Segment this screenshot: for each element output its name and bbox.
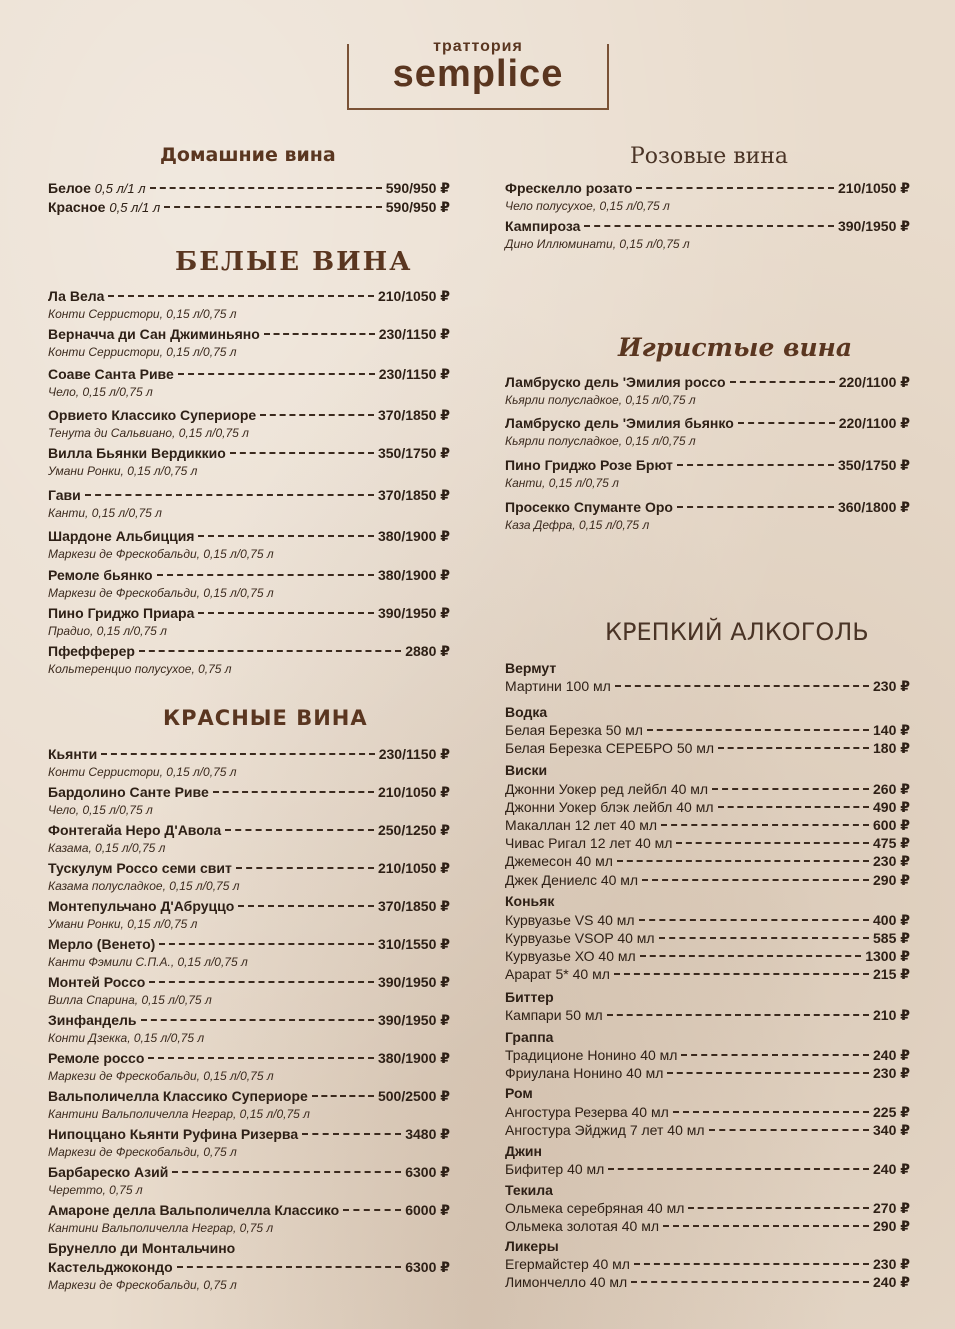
menu-item [505, 781, 910, 799]
item-price: 500/2500 ₽ [377, 1088, 450, 1104]
menu-item [48, 407, 450, 441]
item-description: Канти, 0,15 л/0,75 л [48, 506, 162, 520]
dotted-leader [647, 729, 869, 731]
dotted-leader [198, 535, 373, 537]
item-price: 210/1050 ₽ [377, 784, 450, 800]
item-price: 240 ₽ [873, 1274, 910, 1290]
item-price: 370/1850 ₽ [377, 407, 450, 423]
dotted-leader [178, 373, 375, 375]
item-price: 3480 ₽ [405, 1126, 450, 1142]
item-description: Кантини Вальполичелла Неграр, 0,15 л/0,75 л [48, 1107, 310, 1121]
item-name: Амароне делла Вальполичелла Классико [48, 1202, 340, 1218]
dotted-leader [159, 943, 374, 945]
dotted-leader [639, 919, 869, 921]
dotted-leader [718, 747, 869, 749]
item-description: Кьярли полусладкое, 0,15 л/0,75 л [505, 434, 696, 448]
menu-item [48, 326, 450, 360]
item-price: 380/1900 ₽ [377, 567, 450, 583]
dotted-leader [617, 860, 869, 862]
item-price: 210/1050 ₽ [377, 288, 450, 304]
item-name: Кьянти [48, 746, 98, 762]
item-price: 1300 ₽ [865, 948, 910, 964]
dotted-leader [213, 791, 374, 793]
menu-item [48, 288, 450, 322]
dotted-leader [150, 187, 382, 189]
item-volume: 0,5 л/1 л [94, 181, 146, 196]
item-name: Вилла Бьянки Вердиккио [48, 445, 226, 461]
category-liqueurs: Ликеры [505, 1238, 559, 1254]
dotted-leader [148, 1057, 374, 1059]
item-name: Кампари 50 мл [505, 1007, 603, 1023]
item-price: 260 ₽ [873, 781, 910, 797]
dotted-leader [608, 1168, 869, 1170]
item-description: Маркези де Фрескобальди, 0,15 л/0,75 л [48, 547, 274, 561]
dotted-leader [225, 829, 374, 831]
item-price: 290 ₽ [873, 1218, 910, 1234]
menu-item [48, 860, 450, 894]
menu-item [48, 746, 450, 780]
item-name: Пфефферер [48, 643, 135, 659]
dotted-leader [667, 1072, 869, 1074]
menu-item [505, 499, 910, 533]
item-price: 6300 ₽ [405, 1164, 450, 1180]
item-name: Ла Вела [48, 288, 105, 304]
menu-item [505, 966, 910, 984]
menu-item [505, 1274, 910, 1292]
item-description: Казама, 0,15 л/0,75 л [48, 841, 166, 855]
item-name: Курвуазье ХО 40 мл [505, 948, 636, 964]
item-description: Каза Дефра, 0,15 л/0,75 л [505, 518, 650, 532]
item-description: Чело, 0,15 л/0,75 л [48, 385, 153, 399]
menu-item [505, 180, 910, 214]
item-name: Брунелло ди Монтальчино [48, 1240, 236, 1256]
item-name: Кастельджокондо [48, 1259, 173, 1275]
menu-item [505, 817, 910, 835]
item-description: Канти, 0,15 л/0,75 л [505, 476, 619, 490]
item-name: Фонтегайа Неро Д'Авола [48, 822, 222, 838]
item-name: Фрескелло розато [505, 180, 633, 196]
menu-item [505, 948, 910, 966]
menu-item [48, 567, 450, 601]
item-description: Черетто, 0,75 л [48, 1183, 143, 1197]
category-vodka: Водка [505, 704, 548, 720]
item-name: Просекко Спуманте Оро [505, 499, 673, 515]
item-price: 380/1900 ₽ [377, 1050, 450, 1066]
menu-item [48, 1088, 450, 1122]
item-description: Конти Серристори, 0,15 л/0,75 л [48, 345, 237, 359]
item-name: Красное 0,5 л/1 л [48, 199, 161, 215]
item-name: Орвието Классико Супериоре [48, 407, 257, 423]
menu-item [505, 1256, 910, 1274]
item-description: Умани Ронки, 0,15 л/0,75 л [48, 917, 198, 931]
item-price: 585 ₽ [873, 930, 910, 946]
menu-item [48, 180, 450, 199]
menu-item [505, 835, 910, 853]
section-title-home-wines: Домашние вина [160, 144, 336, 166]
item-name: Мартини 100 мл [505, 678, 611, 694]
menu-item [48, 1202, 450, 1236]
item-price: 220/1100 ₽ [838, 415, 910, 431]
item-name: Бифитер 40 мл [505, 1161, 605, 1177]
dotted-leader [712, 788, 869, 790]
item-description: Маркези де Фрескобальди, 0,75 л [48, 1278, 237, 1292]
item-price: 230 ₽ [873, 853, 910, 869]
item-name: Вальполичелла Классико Супериоре [48, 1088, 308, 1104]
dotted-leader [584, 225, 834, 227]
item-name: Ламбруско дель 'Эмилия бьянко [505, 415, 734, 431]
item-name: Курвуазье VSOP 40 мл [505, 930, 655, 946]
item-name: Гави [48, 487, 81, 503]
menu-item [48, 487, 450, 521]
menu-item [48, 1050, 450, 1084]
item-price: 600 ₽ [873, 817, 910, 833]
item-description: Казама полусладкое, 0,15 л/0,75 л [48, 879, 240, 893]
item-price: 230 ₽ [873, 1065, 910, 1081]
item-price: 390/1950 ₽ [837, 218, 910, 234]
dotted-leader [730, 381, 835, 383]
item-price: 210/1050 ₽ [837, 180, 910, 196]
dotted-leader [677, 506, 834, 508]
item-name: Ольмека серебряная 40 мл [505, 1200, 685, 1216]
menu-item [48, 936, 450, 970]
menu-item [48, 199, 450, 218]
dotted-leader [659, 937, 869, 939]
dotted-leader [236, 867, 374, 869]
dotted-leader [177, 1266, 402, 1268]
menu-item [48, 605, 450, 639]
logo-big-text: semplice [392, 53, 564, 95]
dotted-leader [343, 1209, 401, 1211]
item-description: Умани Ронки, 0,15 л/0,75 л [48, 464, 198, 478]
dotted-leader [738, 422, 835, 424]
dotted-leader [663, 1225, 869, 1227]
item-price: 6000 ₽ [405, 1202, 450, 1218]
menu-item [505, 218, 910, 252]
item-price: 270 ₽ [873, 1200, 910, 1216]
item-name: Традиционе Нонино 40 мл [505, 1047, 678, 1063]
item-name: Соаве Санта Риве [48, 366, 174, 382]
item-name: Ольмека золотая 40 мл [505, 1218, 660, 1234]
menu-item [505, 1065, 910, 1083]
menu-item [505, 872, 910, 890]
menu-item [505, 1047, 910, 1065]
dotted-leader [688, 1207, 869, 1209]
item-name: Ремоле бьянко [48, 567, 153, 583]
item-price: 390/1950 ₽ [377, 1012, 450, 1028]
item-name: Джонни Уокер ред лейбл 40 мл [505, 781, 709, 797]
item-name: Арарат 5* 40 мл [505, 966, 610, 982]
item-name: Ангостура Эйджид 7 лет 40 мл [505, 1122, 705, 1138]
menu-item [505, 740, 910, 758]
item-price: 350/1750 ₽ [377, 445, 450, 461]
item-description: Конти Серристори, 0,15 л/0,75 л [48, 765, 237, 779]
menu-item [48, 898, 450, 932]
item-price: 210/1050 ₽ [377, 860, 450, 876]
item-description: Тенута ди Сальвиано, 0,15 л/0,75 л [48, 426, 249, 440]
item-price: 290 ₽ [873, 872, 910, 888]
category-grappa: Граппа [505, 1029, 554, 1045]
dotted-leader [661, 824, 869, 826]
item-price: 380/1900 ₽ [377, 528, 450, 544]
menu-item [505, 1218, 910, 1236]
item-price: 180 ₽ [873, 740, 910, 756]
dotted-leader [101, 753, 374, 755]
menu-item [505, 678, 910, 696]
item-name: Верначча ди Сан Джиминьяно [48, 326, 260, 342]
dotted-leader [230, 452, 374, 454]
item-name: Джемесон 40 мл [505, 853, 613, 869]
item-price: 240 ₽ [873, 1047, 910, 1063]
dotted-leader [302, 1133, 401, 1135]
item-description: Конти Серристори, 0,15 л/0,75 л [48, 307, 237, 321]
item-name: Ангостура Резерва 40 мл [505, 1104, 669, 1120]
item-name: Монтепульчано Д'Абруццо [48, 898, 235, 914]
menu-item [505, 457, 910, 491]
item-name: Белая Березка СЕРЕБРО 50 мл [505, 740, 715, 756]
item-description: Кьярли полусладкое, 0,15 л/0,75 л [505, 393, 696, 407]
item-volume: 0,5 л/1 л [109, 200, 161, 215]
dotted-leader [260, 414, 374, 416]
dotted-leader [108, 295, 374, 297]
menu-item [505, 415, 910, 449]
item-description: Чело полусухое, 0,15 л/0,75 л [505, 199, 670, 213]
item-price: 590/950 ₽ [385, 199, 450, 215]
item-price: 590/950 ₽ [385, 180, 450, 196]
menu-item [505, 853, 910, 871]
dotted-leader [636, 187, 834, 189]
section-title-white-wines: БЕЛЫЕ ВИНА [175, 247, 413, 277]
item-description: Канти Фэмили С.П.А., 0,15 л/0,75 л [48, 955, 248, 969]
dotted-leader [634, 1263, 869, 1265]
dotted-leader [640, 955, 862, 957]
menu-item [505, 1007, 910, 1025]
logo-small-text: траттория [433, 38, 523, 55]
item-price: 230/1150 ₽ [378, 366, 450, 382]
item-name: Бардолино Санте Риве [48, 784, 209, 800]
item-description: Кольтеренцио полусухое, 0,75 л [48, 662, 232, 676]
dotted-leader [614, 973, 869, 975]
menu-item [48, 784, 450, 818]
item-description: Прадио, 0,15 л/0,75 л [48, 624, 167, 638]
item-price: 210 ₽ [873, 1007, 910, 1023]
item-name: Курвуазье VS 40 мл [505, 912, 635, 928]
item-name: Барбареско Азий [48, 1164, 169, 1180]
menu-item [48, 1012, 450, 1046]
dotted-leader [681, 1054, 869, 1056]
category-gin: Джин [505, 1143, 542, 1159]
item-price: 250/1250 ₽ [377, 822, 450, 838]
item-price: 340 ₽ [873, 1122, 910, 1138]
dotted-leader [676, 842, 869, 844]
item-price: 475 ₽ [873, 835, 910, 851]
category-cognac: Коньяк [505, 893, 555, 909]
item-name: Джонни Уокер блэк лейбл 40 мл [505, 799, 714, 815]
item-description: Конти Дзекка, 0,15 л/0,75 л [48, 1031, 205, 1045]
item-price: 310/1550 ₽ [377, 936, 450, 952]
menu-item [48, 366, 450, 400]
menu-item [48, 445, 450, 479]
dotted-leader [718, 806, 870, 808]
logo [347, 38, 609, 110]
dotted-leader [141, 1019, 374, 1021]
item-name: Зинфандель [48, 1012, 137, 1028]
item-name: Пино Гриджо Розе Брют [505, 457, 673, 473]
menu-item [505, 1104, 910, 1122]
dotted-leader [172, 1171, 401, 1173]
dotted-leader [264, 333, 375, 335]
item-description: Маркези де Фрескобальди, 0,15 л/0,75 л [48, 1069, 274, 1083]
item-price: 220/1100 ₽ [838, 374, 910, 390]
item-name: Макаллан 12 лет 40 мл [505, 817, 658, 833]
dotted-leader [677, 464, 834, 466]
section-title-strong-alcohol: КРЕПКИЙ АЛКОГОЛЬ [605, 618, 869, 646]
item-name: Монтей Россо [48, 974, 146, 990]
dotted-leader [85, 494, 374, 496]
item-name: Чивас Ригал 12 лет 40 мл [505, 835, 673, 851]
dotted-leader [198, 612, 374, 614]
dotted-leader [149, 981, 374, 983]
item-name: Нипоццано Кьянти Руфина Ризерва [48, 1126, 299, 1142]
item-price: 140 ₽ [873, 722, 910, 738]
item-name: Ламбруско дель 'Эмилия россо [505, 374, 726, 390]
menu-item [505, 912, 910, 930]
dotted-leader [164, 206, 382, 208]
item-price: 230/1150 ₽ [378, 746, 450, 762]
menu-item [48, 528, 450, 562]
dotted-leader [673, 1111, 869, 1113]
item-price: 370/1850 ₽ [377, 898, 450, 914]
dotted-leader [631, 1281, 869, 1283]
item-name: Шардоне Альбицция [48, 528, 195, 544]
dotted-leader [709, 1129, 869, 1131]
category-whisky: Виски [505, 762, 548, 778]
menu-item [505, 374, 910, 408]
item-price: 350/1750 ₽ [837, 457, 910, 473]
item-description: Кантини Вальполичелла Неграр, 0,75 л [48, 1221, 274, 1235]
dotted-leader [157, 574, 374, 576]
dotted-leader [238, 905, 374, 907]
item-price: 370/1850 ₽ [377, 487, 450, 503]
item-description: Вилла Спарина, 0,15 л/0,75 л [48, 993, 212, 1007]
item-price: 490 ₽ [873, 799, 910, 815]
item-price: 230/1150 ₽ [378, 326, 450, 342]
item-price: 6300 ₽ [405, 1259, 450, 1275]
category-vermouth: Вермут [505, 660, 557, 676]
category-rum: Ром [505, 1085, 533, 1101]
menu-item [505, 1122, 910, 1140]
item-price: 400 ₽ [873, 912, 910, 928]
menu-item [48, 974, 450, 1008]
menu-item [505, 1161, 910, 1179]
menu-item [48, 1164, 450, 1198]
section-title-rose-wines: Розовые вина [630, 144, 789, 169]
dotted-leader [312, 1095, 374, 1097]
item-price: 390/1950 ₽ [377, 974, 450, 990]
category-bitter: Биттер [505, 989, 554, 1005]
item-name: Кампироза [505, 218, 581, 234]
menu-item [48, 1126, 450, 1160]
item-price: 230 ₽ [873, 1256, 910, 1272]
item-name: Пино Гриджо Приара [48, 605, 195, 621]
dotted-leader [139, 650, 401, 652]
menu-item [505, 799, 910, 817]
item-name: Белая Березка 50 мл [505, 722, 643, 738]
item-description: Маркези де Фрескобальди, 0,15 л/0,75 л [48, 586, 274, 600]
menu-item [505, 1200, 910, 1218]
item-price: 230 ₽ [873, 678, 910, 694]
item-name: Ремоле россо [48, 1050, 145, 1066]
item-description: Чело, 0,15 л/0,75 л [48, 803, 153, 817]
item-description: Дино Иллюминати, 0,15 л/0,75 л [505, 237, 690, 251]
menu-item [505, 930, 910, 948]
item-name: Фриулана Нонино 40 мл [505, 1065, 664, 1081]
menu-item [505, 722, 910, 740]
item-description: Маркези де Фрескобальди, 0,75 л [48, 1145, 237, 1159]
dotted-leader [615, 685, 869, 687]
item-name: Тускулум Россо семи свит [48, 860, 232, 876]
menu-item [48, 1240, 450, 1293]
item-name: Егермайстер 40 мл [505, 1256, 630, 1272]
menu-item [48, 822, 450, 856]
item-price: 240 ₽ [873, 1161, 910, 1177]
item-price: 2880 ₽ [405, 643, 450, 659]
item-price: 390/1950 ₽ [377, 605, 450, 621]
item-name: Мерло (Венето) [48, 936, 156, 952]
category-tequila: Текила [505, 1182, 553, 1198]
section-title-red-wines: КРАСНЫЕ ВИНА [163, 706, 368, 730]
item-name: Лимончелло 40 мл [505, 1274, 628, 1290]
menu-item [48, 643, 450, 677]
dotted-leader [642, 879, 869, 881]
item-name: Джек Дениелс 40 мл [505, 872, 639, 888]
dotted-leader [607, 1014, 869, 1016]
item-name: Белое 0,5 л/1 л [48, 180, 146, 196]
item-price: 225 ₽ [873, 1104, 910, 1120]
section-title-sparkling-wines: Игристые вина [618, 333, 853, 362]
item-price: 360/1800 ₽ [837, 499, 910, 515]
item-price: 215 ₽ [873, 966, 910, 982]
